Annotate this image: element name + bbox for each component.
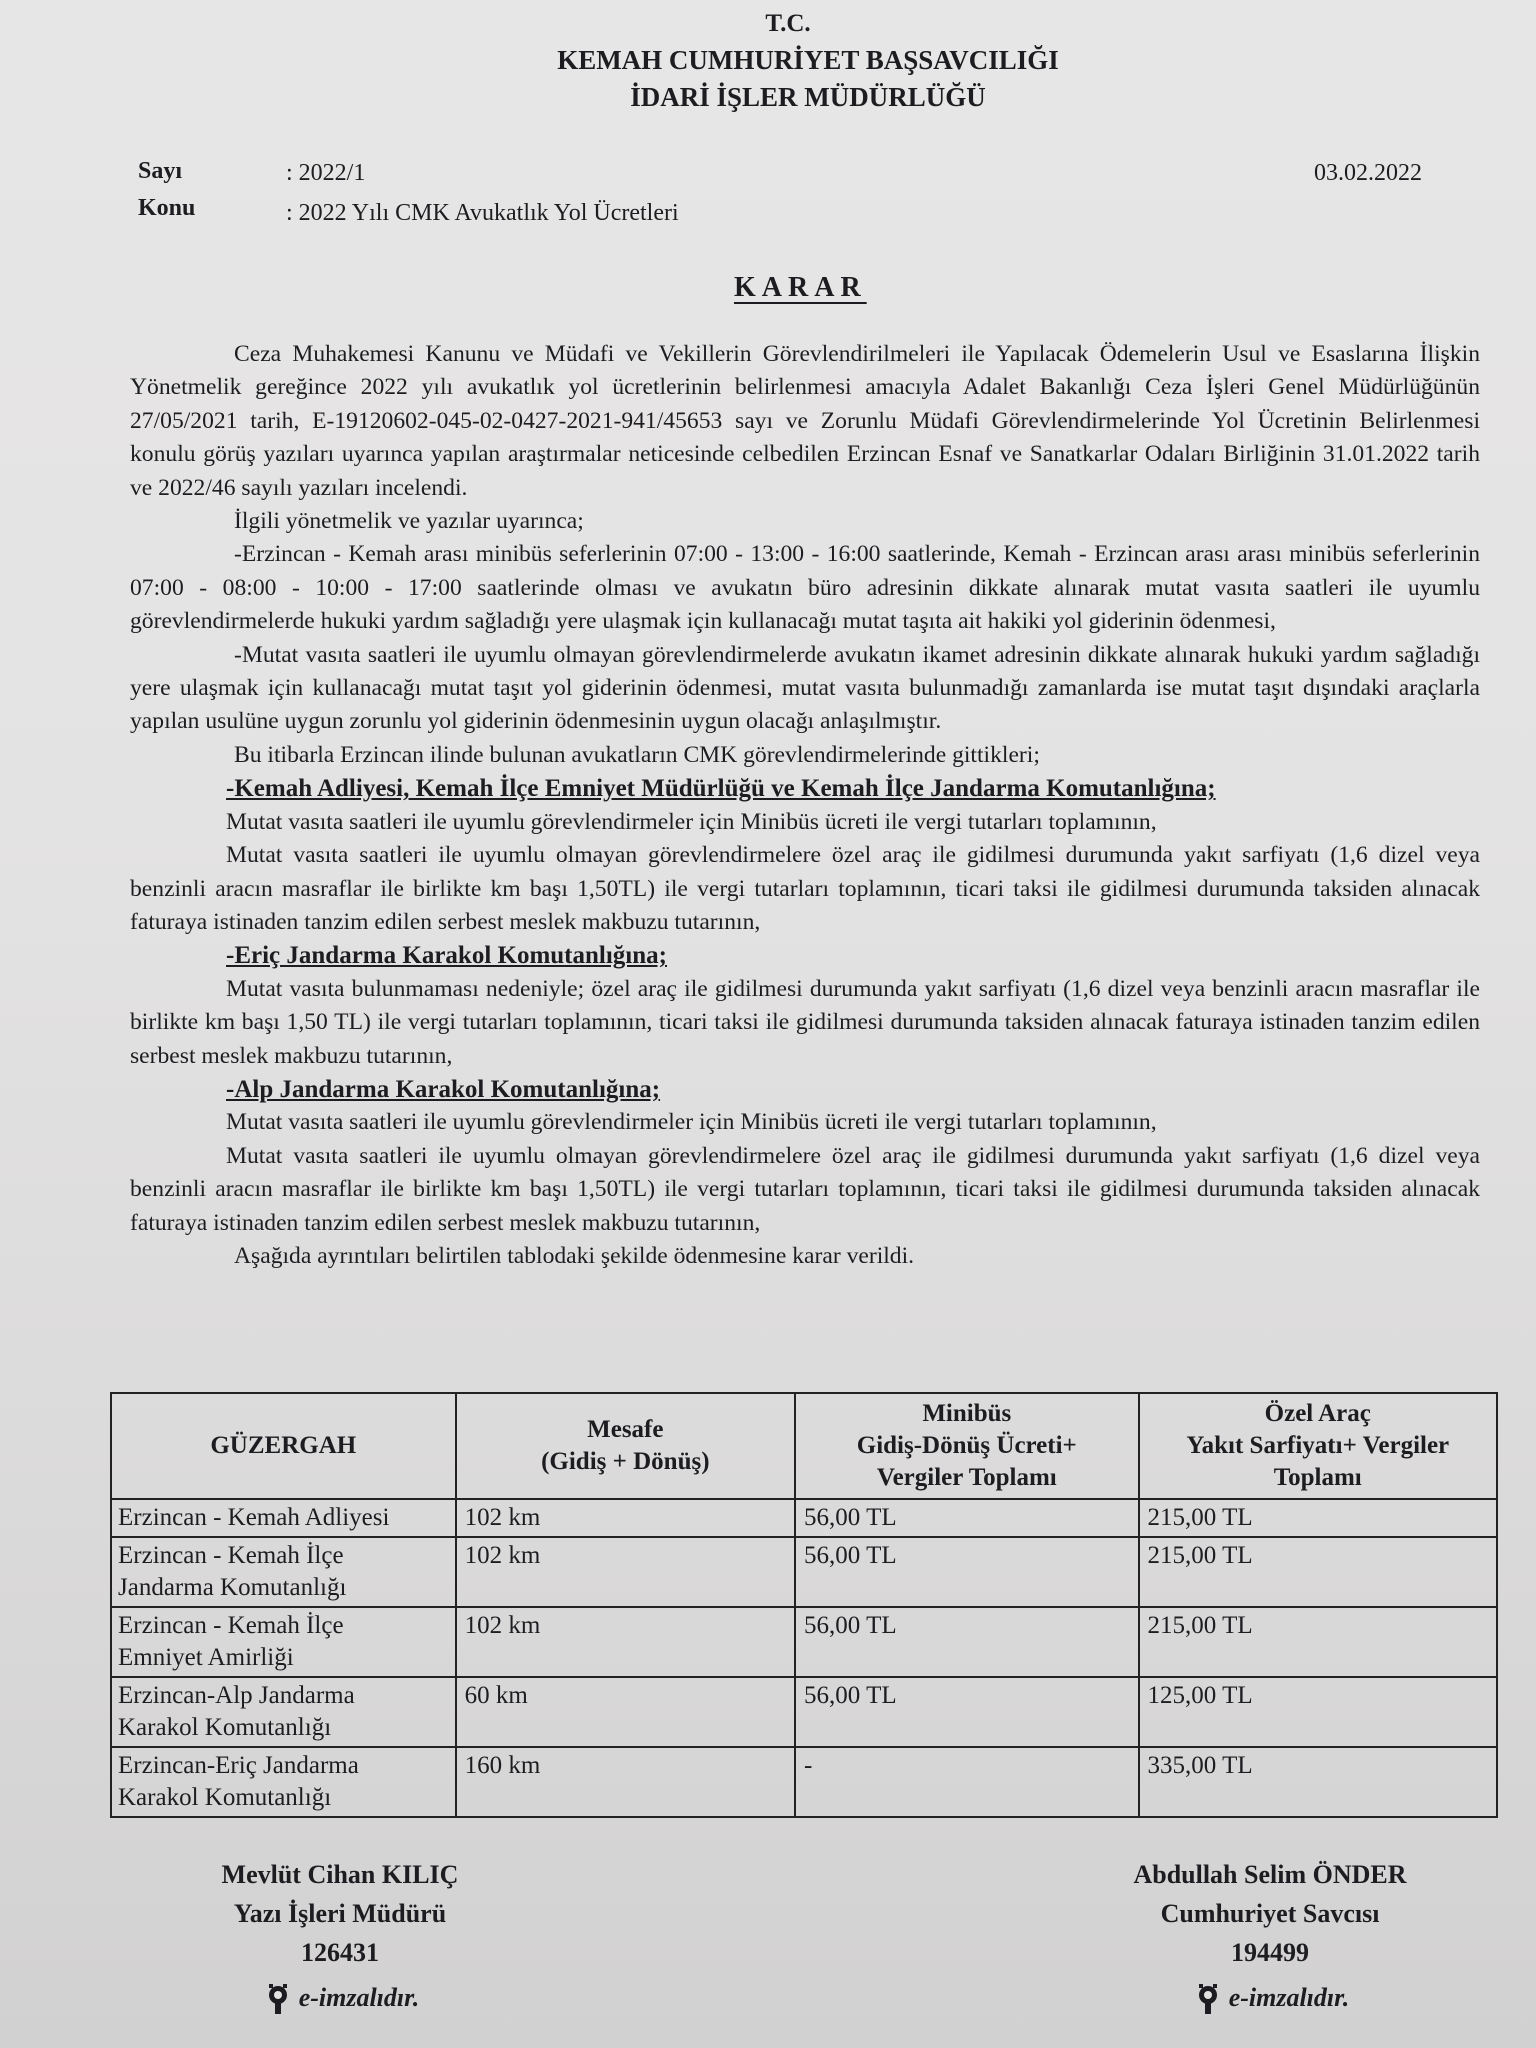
header-institution: KEMAH CUMHURİYET BAŞSAVCILIĞI	[557, 45, 1059, 75]
col-header-distance: Mesafe (Gidiş + Dönüş)	[456, 1393, 795, 1499]
col-header-private-car: Özel Araç Yakıt Sarfiyatı+ Vergiler Toplamı	[1139, 1393, 1497, 1499]
cell-private: 125,00 TL	[1139, 1677, 1497, 1747]
cell-distance: 102 km	[456, 1607, 795, 1677]
cell-minibus: 56,00 TL	[795, 1499, 1138, 1537]
signer-name: Abdullah Selim ÖNDER	[1133, 1860, 1407, 1889]
paragraph-intro: Ceza Muhakemesi Kanunu ve Müdafi ve Vekillerin Görevlendirilmeleri ile Yapılacak Ödemelerin Usul ve Esaslarına İlişkin Yönetmelik gereğince 2022 yılı avukatlık yol ücretlerinin belirlenmesi amacıyla Adalet Bakanlığı Ceza İşleri Genel Müdürlüğünün 27/05/2021 tarih, E-19120602-045-02-0427-2021-941/45653 sayı ve Zorunlu Müdafi Görevlendirmelerinde Yol Ücretinin Belirlenmesi konulu görüş yazıları uyarınca yapılan araştırmalar neticesinde celbedilen Erzincan Esnaf ve Sanatkarlar Odaları Birliğinin 31.01.2022 tarih ve 2022/46 sayılı yazıları incelendi.	[130, 341, 1480, 501]
sayi-label: Sayı	[138, 158, 183, 184]
cell-minibus: -	[795, 1747, 1138, 1817]
cell-route: Erzincan - Kemah Adliyesi	[111, 1499, 456, 1537]
route-fee-table	[110, 1392, 1498, 1818]
cell-minibus: 56,00 TL	[795, 1537, 1138, 1607]
heading-alp: -Alp Jandarma Karakol Komutanlığına;	[226, 1075, 661, 1103]
signer-title: Yazı İşleri Müdürü	[233, 1899, 447, 1928]
cell-distance: 102 km	[456, 1499, 795, 1537]
e-signature-seal-icon	[1191, 1981, 1225, 2015]
heading-kemah: -Kemah Adliyesi, Kemah İlçe Emniyet Müdürlüğü ve Kemah İlçe Jandarma Komutanlığına;	[226, 775, 1216, 803]
paragraph-schedule: -Erzincan - Kemah arası minibüs seferlerinin 07:00 - 13:00 - 16:00 saatlerinde, Kemah - Erzincan arası arası minibüs seferlerinin 07:00 - 08:00 - 10:00 - 17:00 saatlerinde olması ve avukatın büro adresinin dikkate alınarak mutat vasıta saatleri ile uyumlu görevlendirmelerde hukuki yardım sağladığı yere ulaşmak için kullanacağı mutat taşıta ait hakiki yol giderinin ödenmesi,	[130, 541, 1480, 635]
header-tc: T.C.	[765, 10, 811, 37]
cell-private: 335,00 TL	[1139, 1747, 1497, 1817]
paragraph-eric-a: Mutat vasıta bulunmaması nedeniyle; özel araç ile gidilmesi durumunda yakıt sarfiyatı (1,6 dizel veya benzinli aracın masraflar ile birlikte km başı 1,50 TL) ile vergi tutarları toplamının, ticari taksi ile gidilmesi durumunda taksiden alınacak faturaya istinaden tanzim edilen serbest meslek makbuzu tutarının,	[130, 975, 1480, 1069]
cell-distance: 102 km	[456, 1537, 795, 1607]
konu-value: : 2022 Yılı CMK Avukatlık Yol Ücretleri	[286, 200, 679, 226]
paragraph-alp-a: Mutat vasıta saatleri ile uyumlu görevlendirmeler için Minibüs ücreti ile vergi tutarları toplamının,	[226, 1109, 1157, 1136]
cell-private: 215,00 TL	[1139, 1607, 1497, 1677]
table-row	[111, 1607, 1497, 1677]
document-date: 03.02.2022	[1314, 160, 1422, 186]
table-row	[111, 1747, 1497, 1817]
cell-private: 215,00 TL	[1139, 1499, 1497, 1537]
sayi-value: : 2022/1	[286, 160, 366, 186]
col-header-minibus: Minibüs Gidiş-Dönüş Ücreti+ Vergiler Toplamı	[795, 1393, 1138, 1499]
signature-right	[1100, 1855, 1440, 2017]
paragraph-regulation: İlgili yönetmelik ve yazılar uyarınca;	[234, 508, 584, 535]
cell-minibus: 56,00 TL	[795, 1607, 1138, 1677]
signer-number: 194499	[1231, 1938, 1309, 1967]
paragraph-decision: Aşağıda ayrıntıları belirtilen tablodaki şekilde ödenmesine karar verildi.	[234, 1242, 915, 1269]
signature-left	[190, 1855, 490, 2017]
e-signature-seal-icon	[261, 1981, 295, 2015]
document-body	[130, 338, 1480, 1273]
table-row	[111, 1499, 1497, 1537]
table-row	[111, 1537, 1497, 1607]
cell-private: 215,00 TL	[1139, 1537, 1497, 1607]
col-header-route: GÜZERGAH	[111, 1393, 456, 1499]
cell-route: Erzincan-Eriç Jandarma Karakol Komutanlığı	[111, 1747, 456, 1817]
cell-distance: 60 km	[456, 1677, 795, 1747]
cell-minibus: 56,00 TL	[795, 1677, 1138, 1747]
cell-distance: 160 km	[456, 1747, 795, 1817]
cell-route: Erzincan - Kemah İlçe Jandarma Komutanlığı	[111, 1537, 456, 1607]
paragraph-kemah-b: Mutat vasıta saatleri ile uyumlu olmayan görevlendirmelere özel araç ile gidilmesi durumunda yakıt sarfiyatı (1,6 dizel veya benzinli aracın masraflar ile birlikte km başı 1,50TL) ile vergi tutarları toplamının, ticari taksi ile gidilmesi durumunda taksiden alınacak faturaya istinaden tanzim edilen serbest meslek makbuzu tutarının,	[130, 842, 1480, 935]
e-signature: e-imzalıdır.	[1100, 1978, 1440, 2017]
paragraph-kemah-a: Mutat vasıta saatleri ile uyumlu görevlendirmeler için Minibüs ücreti ile vergi tutarları toplamının,	[226, 808, 1157, 835]
document-title: KARAR	[734, 272, 867, 303]
header-department: İDARİ İŞLER MÜDÜRLÜĞÜ	[630, 82, 986, 112]
heading-eric: -Eriç Jandarma Karakol Komutanlığına;	[226, 942, 667, 970]
signer-number: 126431	[301, 1938, 379, 1967]
cell-route: Erzincan-Alp Jandarma Karakol Komutanlığı	[111, 1677, 456, 1747]
signer-title: Cumhuriyet Savcısı	[1160, 1899, 1380, 1928]
table-row	[111, 1677, 1497, 1747]
e-signature: e-imzalıdır.	[190, 1978, 490, 2017]
table-header-row	[111, 1393, 1497, 1499]
paragraph-noncompliant: -Mutat vasıta saatleri ile uyumlu olmayan görevlendirmelerde avukatın ikamet adresinin dikkate alınarak hukuki yardım sağladığı yere ulaşmak için kullanacağı mutat taşıt yol giderinin ödenmesi, mutat vasıta bulunmadığı zamanlarda ise mutat taşıt dışındaki araçlarla yapılan usulüne uygun zorunlu yol giderinin ödenmesinin uygun olacağı anlaşılmıştır.	[130, 641, 1480, 735]
konu-label: Konu	[138, 195, 196, 221]
paragraph-alp-b: Mutat vasıta saatleri ile uyumlu olmayan görevlendirmelere özel araç ile gidilmesi durumunda yakıt sarfiyatı (1,6 dizel veya benzinli aracın masraflar ile birlikte km başı 1,50TL) ile vergi tutarları toplamının, ticari taksi ile gidilmesi durumunda taksiden alınacak faturaya istinaden tanzim edilen serbest meslek makbuzu tutarının,	[130, 1142, 1480, 1236]
cell-route: Erzincan - Kemah İlçe Emniyet Amirliği	[111, 1607, 456, 1677]
signer-name: Mevlüt Cihan KILIÇ	[221, 1860, 459, 1889]
paragraph-destinations: Bu itibarla Erzincan ilinde bulunan avukatların CMK görevlendirmelerinde gittikleri;	[234, 741, 1040, 768]
